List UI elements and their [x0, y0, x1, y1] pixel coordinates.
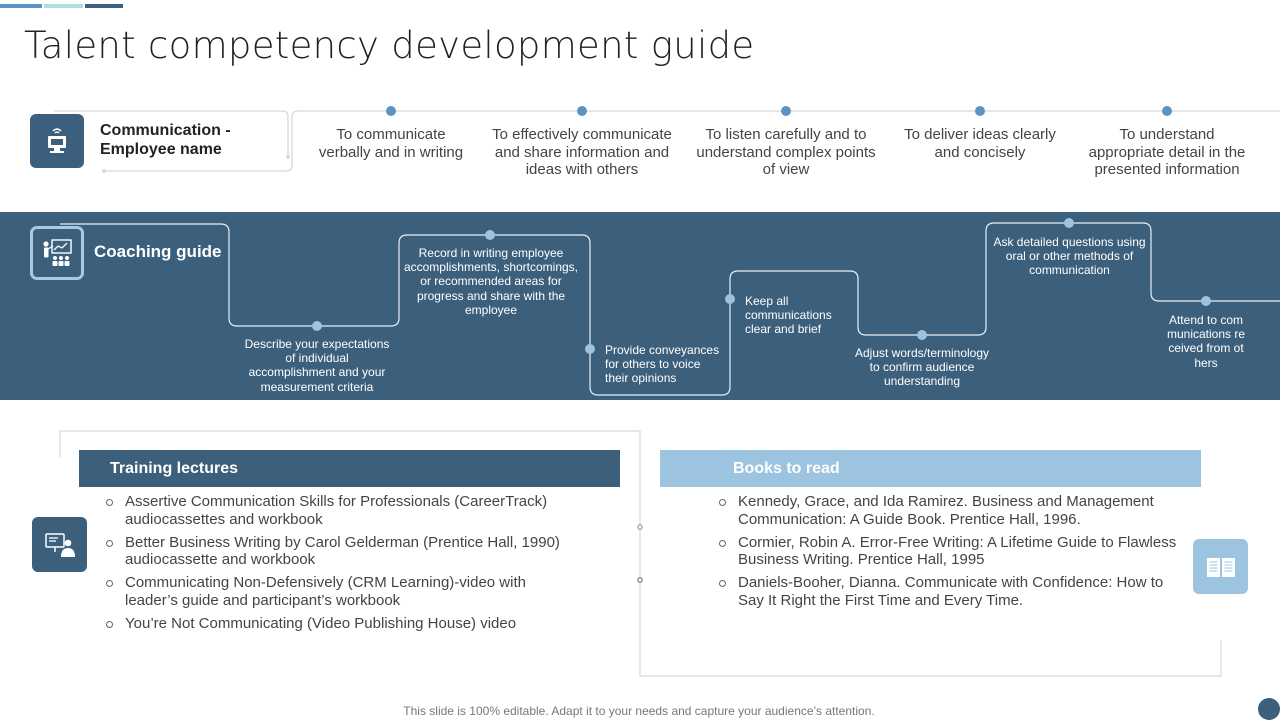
- coaching-step-3: Provide conveyances for others to voice their opinions: [605, 343, 720, 386]
- training-lectures-list: [101, 493, 571, 638]
- coaching-step-5: Adjust words/terminology to confirm audience understanding: [854, 346, 990, 389]
- communication-item-5: To understand appropriate detail in the presented information: [1088, 126, 1246, 178]
- coaching-step-2: Record in writing employee accomplishments, shortcomings, or recommended areas for progress and share with the employee: [403, 246, 579, 317]
- list-item: Communicating Non-Defensively (CRM Learning)-video with leader’s guide and participant’s workbook: [101, 574, 571, 609]
- open-book-icon: [1193, 539, 1248, 594]
- communication-item-1: To communicate verbally and in writing: [318, 126, 464, 161]
- communication-dot-5: [1162, 106, 1172, 116]
- books-to-read-list: [714, 493, 1180, 615]
- communication-dot-2: [577, 106, 587, 116]
- communication-item-3: To listen carefully and to understand complex points of view: [696, 126, 876, 178]
- books-to-read-header: Books to read: [660, 450, 1201, 487]
- communication-item-2: To effectively communicate and share information and ideas with others: [492, 126, 672, 178]
- presenter-screen-icon: [32, 517, 87, 572]
- presentation-audience-icon: [30, 226, 84, 280]
- coaching-step-1: Describe your expectations of individual accomplishment and your measurement criteria: [244, 337, 390, 394]
- communication-dot-1: [386, 106, 396, 116]
- coaching-step-7: Attend to communications received from others: [1166, 313, 1246, 370]
- computer-wifi-icon: [30, 114, 84, 168]
- list-item: Better Business Writing by Carol Gelderman (Prentice Hall, 1990) audiocassette and workbook: [101, 534, 571, 569]
- communication-dot-4: [975, 106, 985, 116]
- list-item: Kennedy, Grace, and Ida Ramirez. Business and Management Communication: A Guide Book. Prentice Hall, 1996.: [714, 493, 1180, 528]
- list-item: Cormier, Robin A. Error-Free Writing: A Lifetime Guide to Flawless Business Writing. Prentice Hall, 1995: [714, 534, 1180, 569]
- footer-note: This slide is 100% editable. Adapt it to your needs and capture your audience’s attention.: [403, 704, 875, 718]
- coaching-step-4: Keep all communications clear and brief: [745, 294, 832, 337]
- coaching-title: Coaching guide: [94, 242, 222, 261]
- list-item: Daniels-Booher, Dianna. Communicate with Confidence: How to Say It Right the First Time and Every Time.: [714, 574, 1180, 609]
- page-title: Talent competency development guide: [24, 24, 755, 67]
- communication-item-4: To deliver ideas clearly and concisely: [904, 126, 1056, 161]
- coaching-step-6: Ask detailed questions using oral or other methods of communication: [993, 235, 1146, 278]
- communication-dot-3: [781, 106, 791, 116]
- communication-title: Communication - Employee name: [100, 122, 231, 158]
- list-item: Assertive Communication Skills for Professionals (CareerTrack) audiocassettes and workbook: [101, 493, 571, 528]
- corner-decoration: [1258, 698, 1280, 720]
- list-item: You’re Not Communicating (Video Publishing House) video: [101, 615, 571, 633]
- training-lectures-header: Training lectures: [79, 450, 620, 487]
